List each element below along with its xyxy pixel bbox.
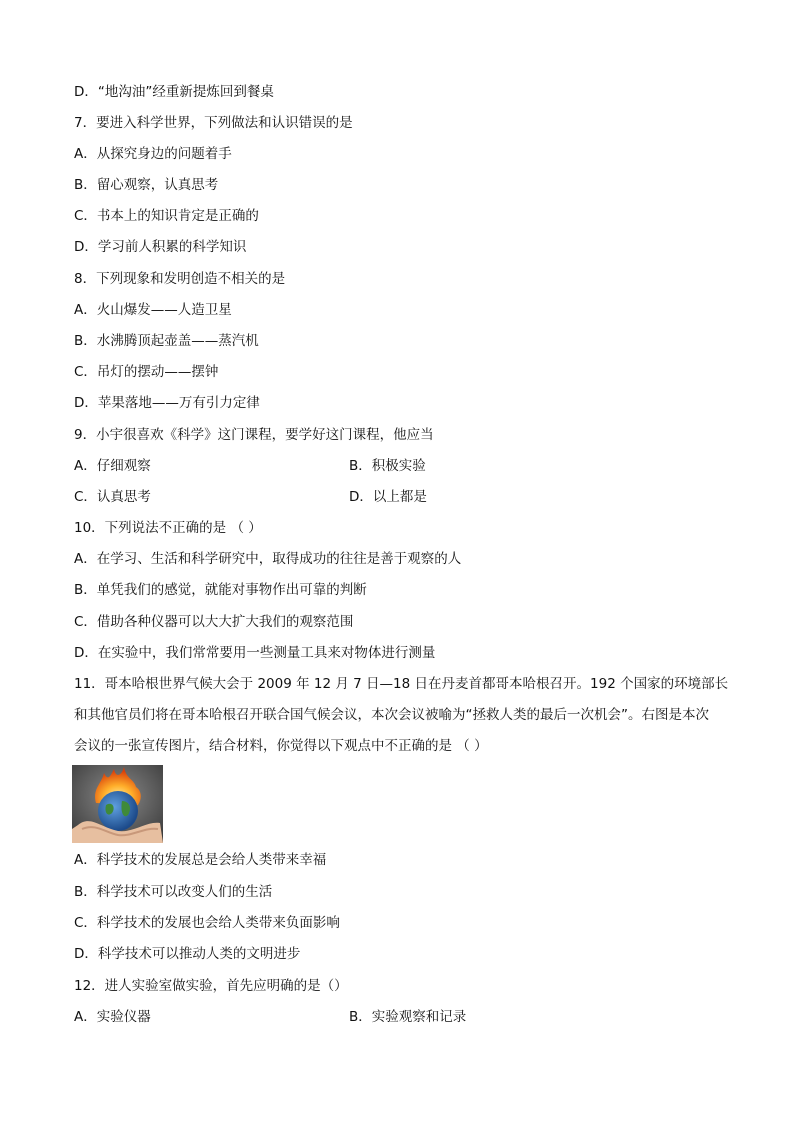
burning-globe-illustration: [72, 765, 163, 843]
q8-option-a: A．火山爆发——人造卫星: [74, 302, 232, 318]
q7-option-d: D．学习前人积累的科学知识: [74, 239, 247, 255]
q9-option-b: B．积极实验: [349, 458, 426, 474]
q7-option-a: A．从探究身边的问题着手: [74, 146, 232, 162]
q11-option-c: C．科学技术的发展也会给人类带来负面影响: [74, 915, 340, 931]
q8-option-d: D．苹果落地——万有引力定律: [74, 395, 260, 411]
q6-option-d: D．“地沟油”经重新提炼回到餐桌: [74, 84, 274, 100]
q11-stem: [74, 669, 734, 762]
q10-option-a: A．在学习、生活和科学研究中，取得成功的往往是善于观察的人: [74, 551, 462, 567]
q7-stem: 7．要进入科学世界，下列做法和认识错误的是: [74, 115, 353, 131]
q11-option-b: B．科学技术可以改变人们的生活: [74, 884, 273, 900]
q8-option-c: C．吊灯的摆动——摆钟: [74, 364, 219, 380]
burning-earth-in-hands-image: [72, 765, 163, 843]
q7-option-c: C．书本上的知识肯定是正确的: [74, 208, 259, 224]
q9-option-d: D．以上都是: [349, 489, 427, 505]
q10-option-b: B．单凭我们的感觉，就能对事物作出可靠的判断: [74, 582, 367, 598]
q12-option-a: A．实验仪器: [74, 1009, 151, 1025]
q8-stem: 8．下列现象和发明创造不相关的是: [74, 271, 286, 287]
q10-option-d: D．在实验中，我们常常要用一些测量工具来对物体进行测量: [74, 645, 436, 661]
q9-option-c: C．认真思考: [74, 489, 151, 505]
q11-stem-line-3: 会议的一张宣传图片，结合材料，你觉得以下观点中不正确的是 （ ）: [74, 738, 488, 754]
q12-option-b: B．实验观察和记录: [349, 1009, 467, 1025]
q9-option-a: A．仔细观察: [74, 458, 151, 474]
q10-option-c: C．借助各种仪器可以大大扩大我们的观察范围: [74, 614, 354, 630]
q10-stem: 10．下列说法不正确的是 （ ）: [74, 520, 262, 536]
q11-stem-line-2: 和其他官员们将在哥本哈根召开联合国气候会议，本次会议被喻为“拯救人类的最后一次机会”。右图是本次: [74, 707, 709, 723]
q9-stem: 9．小宇很喜欢《科学》这门课程，要学好这门课程，他应当: [74, 427, 434, 443]
q11-stem-line-1: 11．哥本哈根世界气候大会于 2009 年 12 月 7 日—18 日在丹麦首都哥本哈根召开。192 个国家的环境部长: [74, 676, 729, 692]
q12-stem: 12．进人实验室做实验，首先应明确的是（）: [74, 978, 348, 994]
q8-option-b: B．水沸腾顶起壶盖——蒸汽机: [74, 333, 259, 349]
q11-option-a: A．科学技术的发展总是会给人类带来幸福: [74, 852, 327, 868]
q7-option-b: B．留心观察，认真思考: [74, 177, 219, 193]
q11-option-d: D．科学技术可以推动人类的文明进步: [74, 946, 301, 962]
